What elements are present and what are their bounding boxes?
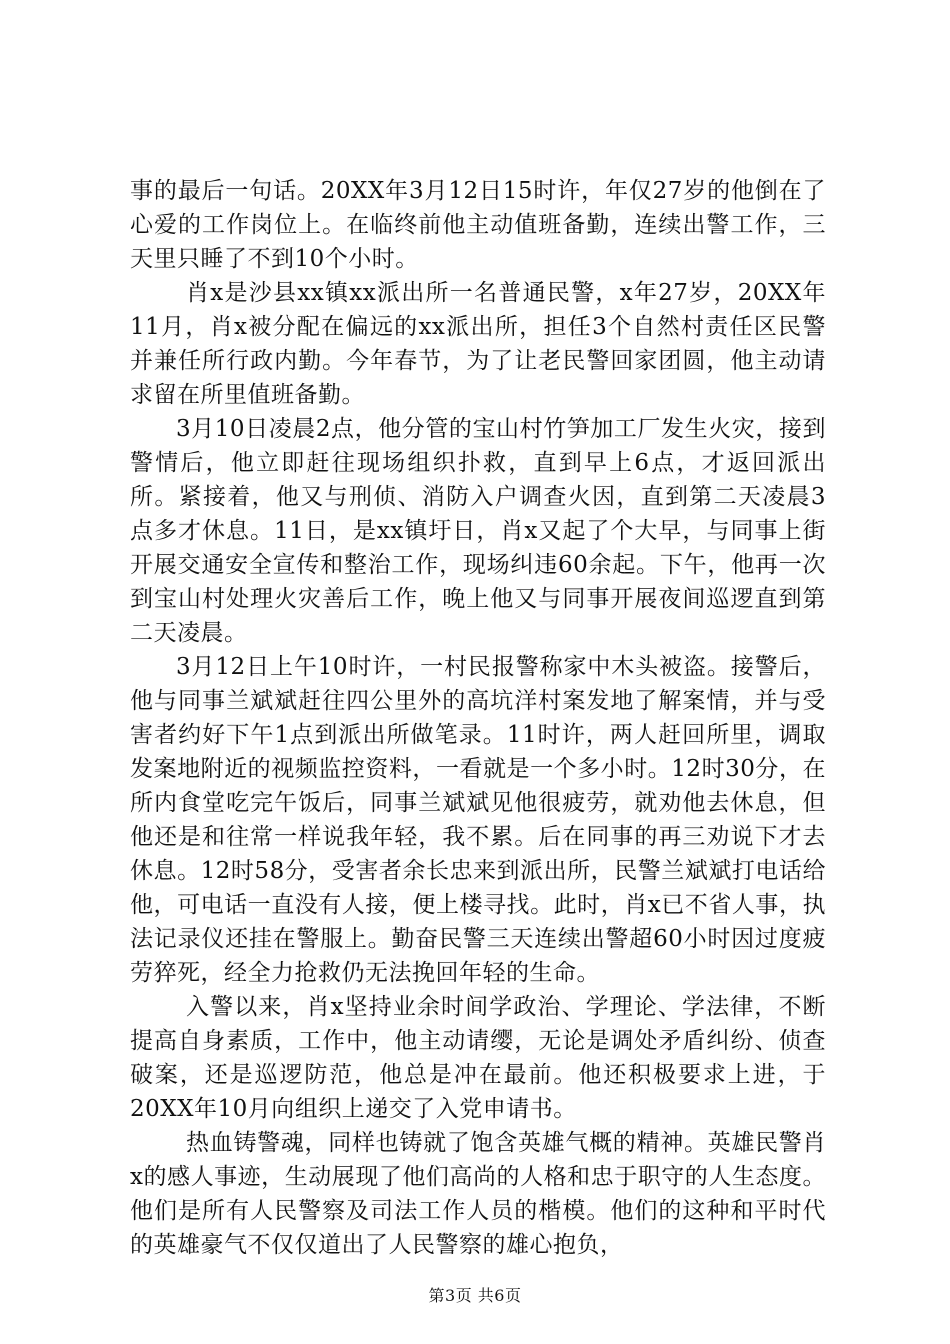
paragraph-6: 热血铸警魂，同样也铸就了饱含英雄气概的精神。英雄民警肖x的感人事迹，生动展现了他们高尚的人格和忠于职守的人生态度。他们是所有人民警察及司法工作人员的楷模。他们的这种和平时代的英雄豪气不仅仅道出了人民警察的雄心抱负， [130, 1130, 826, 1258]
paragraph-5: 入警以来，肖x坚持业余时间学政治、学理论、学法律，不断提高自身素质，工作中，他主动请缨，无论是调处矛盾纠纷、侦查破案，还是巡逻防范，他总是冲在最前。他还积极要求上进，于20XX年10月向组织上递交了入党申请书。 [130, 994, 826, 1122]
paragraph-2: 肖x是沙县xx镇xx派出所一名普通民警，x年27岁，20XX年11月，肖x被分配在偏远的xx派出所，担任3个自然村责任区民警并兼任所行政内勤。今年春节，为了让老民警回家团圆，他主动请求留在所里值班备勤。 [130, 280, 826, 408]
paragraph-1: 事的最后一句话。20XX年3月12日15时许，年仅27岁的他倒在了心爱的工作岗位上。在临终前他主动值班备勤，连续出警工作，三天里只睡了不到10个小时。 [130, 178, 826, 272]
document-body [130, 174, 826, 1262]
paragraph-4: 3月12日上午10时许，一村民报警称家中木头被盗。接警后，他与同事兰斌斌赶往四公里外的高坑洋村案发地了解案情，并与受害者约好下午1点到派出所做笔录。11时许，两人赶回所里，调取发案地附近的视频监控资料，一看就是一个多小时。12时30分，在所内食堂吃完午饭后，同事兰斌斌见他很疲劳，就劝他去休息，但他还是和往常一样说我年轻，我不累。后在同事的再三劝说下才去休息。12时58分，受害者余长忠来到派出所，民警兰斌斌打电话给他，可电话一直没有人接，便上楼寻找。此时，肖x已不省人事，执法记录仪还挂在警服上。勤奋民警三天连续出警超60小时因过度疲劳猝死，经全力抢救仍无法挽回年轻的生命。 [130, 654, 826, 986]
page-number-footer: 第3页 共6页 [428, 1286, 522, 1305]
paragraph-3: 3月10日凌晨2点，他分管的宝山村竹笋加工厂发生火灾，接到警情后，他立即赶往现场组织扑救，直到早上6点，才返回派出所。紧接着，他又与刑侦、消防入户调查火因，直到第二天凌晨3点多才休息。11日，是xx镇圩日，肖x又起了个大早，与同事上街开展交通安全宣传和整治工作，现场纠违60余起。下午，他再一次到宝山村处理火灾善后工作，晚上他又与同事开展夜间巡逻直到第二天凌晨。 [130, 416, 826, 646]
